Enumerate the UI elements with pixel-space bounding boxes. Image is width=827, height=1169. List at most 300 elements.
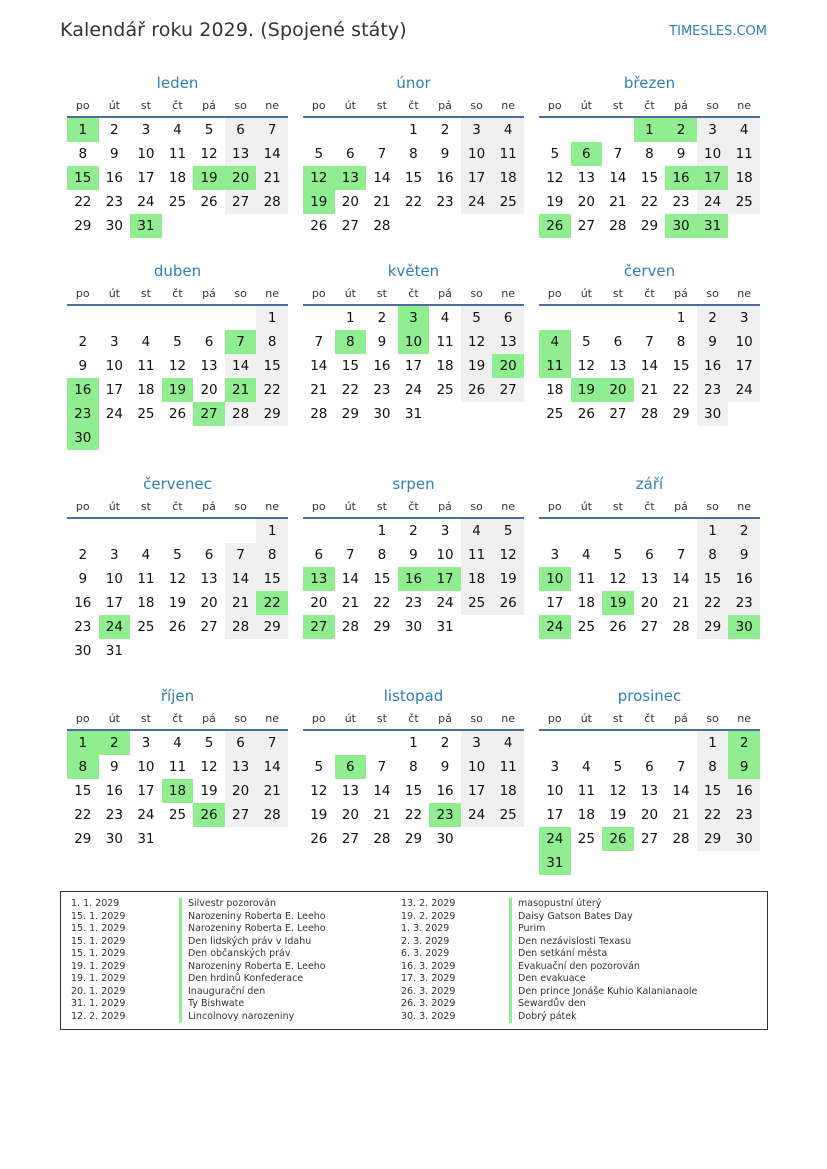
day-cell: 2 (78, 547, 88, 563)
weekday-label: ne (265, 500, 280, 513)
day-cell: 9 (409, 547, 418, 563)
day-cell: 6 (225, 118, 257, 142)
day-cell: 17 (461, 779, 493, 803)
weekday-label: út (108, 99, 120, 112)
day-cell: 9 (676, 146, 686, 162)
day-cell: 16 (373, 358, 391, 374)
day-cell: 24 (461, 803, 493, 827)
day-cell: 28 (373, 218, 391, 234)
day-cell: 3 (728, 306, 760, 330)
day-cell: 28 (256, 190, 288, 214)
day-cell: 2 (697, 306, 729, 330)
weekday-label: po (547, 712, 562, 725)
day-cell: 21 (672, 595, 690, 611)
day-cell: 27 (200, 619, 218, 635)
day-cell: 28 (225, 615, 257, 639)
weekday-label: ne (737, 287, 752, 300)
holiday-day-cell: 8 (67, 755, 99, 779)
empty-cell (99, 519, 131, 543)
empty-cell (303, 731, 335, 755)
site-link[interactable]: TIMESLES.COM (669, 24, 767, 39)
holiday-day-cell: 21 (225, 378, 257, 402)
day-cell: 18 (492, 779, 524, 803)
day-cell: 12 (609, 571, 627, 587)
empty-cell (366, 731, 398, 755)
day-cell: 13 (200, 358, 218, 374)
month-block (303, 72, 524, 238)
empty-cell (602, 519, 634, 543)
day-cell: 18 (461, 567, 493, 591)
weekday-label: st (612, 500, 623, 513)
day-cell: 1 (697, 731, 729, 755)
empty-cell (225, 306, 257, 330)
weekday-label: ne (501, 287, 516, 300)
day-cell: 8 (409, 759, 418, 775)
day-cell: 9 (110, 759, 119, 775)
day-cell: 24 (461, 190, 493, 214)
month-name: leden (156, 74, 199, 92)
holiday-day-cell: 6 (571, 142, 603, 166)
day-cell: 13 (640, 571, 659, 587)
day-cell: 7 (377, 759, 387, 775)
legend-row (391, 923, 697, 936)
day-cell: 6 (204, 334, 214, 350)
holiday-day-cell: 27 (193, 402, 225, 426)
day-cell: 27 (341, 831, 359, 847)
month-block (67, 260, 288, 450)
month-name: červen (623, 262, 676, 280)
weekday-label: út (344, 287, 356, 300)
day-cell: 29 (74, 831, 92, 847)
day-cell: 13 (609, 358, 627, 374)
day-grid (303, 118, 524, 238)
day-cell: 25 (577, 831, 595, 847)
day-cell: 4 (728, 118, 760, 142)
day-cell: 2 (409, 523, 418, 539)
empty-cell (335, 519, 367, 543)
day-cell: 9 (110, 146, 119, 162)
month-name: květen (387, 262, 440, 280)
day-cell: 26 (168, 619, 187, 635)
legend-holiday-name: Sewardův den (509, 998, 586, 1011)
holiday-day-cell: 26 (193, 803, 225, 827)
holiday-day-cell: 24 (539, 827, 571, 851)
weekday-label: út (108, 287, 120, 300)
day-cell: 12 (546, 170, 564, 186)
empty-cell (225, 519, 257, 543)
legend-holiday-name: Ty Bishwate (179, 998, 244, 1011)
weekday-label: ne (265, 99, 280, 112)
day-cell: 11 (168, 759, 187, 775)
empty-cell (303, 118, 335, 142)
day-cell: 1 (256, 306, 288, 330)
day-cell: 16 (436, 170, 454, 186)
day-cell: 22 (404, 194, 423, 210)
day-cell: 26 (310, 218, 328, 234)
day-cell: 9 (440, 759, 450, 775)
legend-date: 19. 1. 2029 (71, 960, 126, 972)
day-cell: 23 (672, 194, 690, 210)
day-cell: 24 (105, 406, 123, 422)
day-cell: 1 (409, 735, 418, 751)
holiday-day-cell: 13 (335, 166, 367, 190)
weekday-label: út (580, 712, 592, 725)
weekday-header (539, 282, 760, 306)
day-cell: 10 (137, 759, 155, 775)
holiday-day-cell: 16 (398, 567, 430, 591)
day-cell: 17 (728, 354, 760, 378)
day-cell: 12 (577, 358, 595, 374)
day-cell: 24 (728, 378, 760, 402)
month-name: únor (396, 74, 431, 92)
weekday-label: st (376, 712, 387, 725)
holiday-day-cell: 1 (67, 118, 99, 142)
day-cell: 24 (137, 807, 155, 823)
day-cell: 17 (105, 382, 123, 398)
day-cell: 6 (645, 547, 654, 563)
day-cell: 3 (550, 759, 560, 775)
weekday-label: ne (501, 712, 516, 725)
day-cell: 15 (256, 354, 288, 378)
holiday-day-cell: 30 (67, 426, 99, 450)
day-cell: 7 (613, 146, 623, 162)
holiday-day-cell: 19 (571, 378, 603, 402)
holiday-day-cell: 15 (67, 166, 99, 190)
day-cell: 4 (582, 547, 591, 563)
day-grid (539, 306, 760, 426)
legend-date: 15. 1. 2029 (71, 910, 126, 922)
legend-date: 1. 1. 2029 (71, 898, 120, 909)
day-cell: 21 (373, 807, 391, 823)
holiday-day-cell: 9 (728, 755, 760, 779)
day-cell: 6 (225, 731, 257, 755)
day-cell: 29 (672, 406, 690, 422)
day-cell: 23 (436, 194, 454, 210)
day-cell: 14 (310, 358, 328, 374)
holiday-day-cell: 17 (697, 166, 729, 190)
day-cell: 11 (436, 334, 454, 350)
day-cell: 5 (204, 735, 214, 751)
legend-date: 17. 3. 2029 (401, 973, 456, 984)
holiday-day-cell: 12 (303, 166, 335, 190)
day-cell: 20 (200, 382, 218, 398)
day-cell: 31 (436, 619, 454, 635)
holiday-day-cell: 23 (429, 803, 461, 827)
empty-cell (602, 731, 634, 755)
day-cell: 16 (105, 783, 123, 799)
day-cell: 7 (256, 118, 288, 142)
weekday-label: pá (674, 99, 688, 112)
day-cell: 5 (492, 519, 524, 543)
holiday-day-cell: 31 (130, 214, 162, 238)
day-cell: 7 (676, 759, 686, 775)
day-cell: 3 (461, 118, 493, 142)
day-grid (67, 731, 288, 851)
month-name: duben (153, 262, 202, 280)
legend-row (61, 998, 326, 1011)
legend-holiday-name: Inaugurační den (179, 986, 265, 999)
day-cell: 7 (676, 547, 686, 563)
day-cell: 18 (168, 170, 187, 186)
weekday-label: so (470, 712, 483, 725)
day-cell: 8 (256, 543, 288, 567)
day-cell: 13 (200, 571, 218, 587)
day-cell: 28 (225, 402, 257, 426)
day-cell: 27 (492, 378, 524, 402)
day-cell: 3 (110, 334, 119, 350)
day-cell: 8 (697, 543, 729, 567)
day-cell: 20 (341, 194, 359, 210)
weekday-label: ne (737, 500, 752, 513)
holiday-day-cell: 31 (539, 851, 571, 875)
holiday-day-cell: 24 (99, 615, 131, 639)
legend-date: 31. 1. 2029 (71, 998, 126, 1009)
day-cell: 21 (640, 382, 659, 398)
day-cell: 18 (577, 595, 595, 611)
weekday-label: st (612, 287, 623, 300)
day-cell: 10 (697, 142, 729, 166)
day-cell: 21 (310, 382, 328, 398)
holiday-day-cell: 6 (335, 755, 367, 779)
holiday-day-cell: 26 (539, 214, 571, 238)
day-cell: 20 (225, 779, 257, 803)
month-block (67, 72, 288, 238)
weekday-label: ne (501, 500, 516, 513)
day-cell: 3 (141, 735, 151, 751)
empty-cell (539, 306, 571, 330)
legend-holiday-name: Den hrdinů Konfederace (179, 973, 303, 986)
legend-date: 6. 3. 2029 (401, 948, 450, 959)
weekday-label: čt (172, 287, 183, 300)
day-cell: 29 (640, 218, 659, 234)
legend-date: 1. 3. 2029 (401, 923, 450, 934)
day-cell: 2 (78, 334, 88, 350)
holiday-day-cell: 16 (67, 378, 99, 402)
day-cell: 23 (373, 382, 391, 398)
day-cell: 29 (256, 402, 288, 426)
weekday-label: po (311, 712, 326, 725)
day-grid (303, 731, 524, 851)
holiday-day-cell: 22 (256, 591, 288, 615)
day-cell: 30 (404, 619, 423, 635)
day-cell: 4 (141, 547, 151, 563)
empty-cell (335, 118, 367, 142)
legend-holiday-name: Narozeniny Roberta E. Leeho (179, 923, 326, 936)
day-cell: 20 (577, 194, 595, 210)
day-cell: 24 (697, 190, 729, 214)
day-cell: 18 (137, 382, 155, 398)
weekday-label: so (234, 99, 247, 112)
day-cell: 30 (728, 827, 760, 851)
day-cell: 7 (256, 731, 288, 755)
day-cell: 23 (74, 619, 92, 635)
day-cell: 3 (141, 122, 151, 138)
weekday-label: so (234, 287, 247, 300)
weekday-label: pá (674, 500, 688, 513)
day-cell: 11 (577, 571, 595, 587)
day-cell: 5 (173, 547, 182, 563)
day-cell: 17 (461, 166, 493, 190)
day-cell: 10 (728, 330, 760, 354)
holiday-day-cell: 19 (193, 166, 225, 190)
weekday-label: čt (644, 500, 655, 513)
day-cell: 15 (74, 783, 92, 799)
day-cell: 29 (256, 615, 288, 639)
day-cell: 22 (373, 595, 391, 611)
empty-cell (99, 306, 131, 330)
weekday-header (67, 495, 288, 519)
day-cell: 28 (256, 803, 288, 827)
day-cell: 18 (546, 382, 564, 398)
weekday-header (67, 94, 288, 118)
day-cell: 21 (373, 194, 391, 210)
legend-holiday-name: Den nezávislosti Texasu (509, 936, 631, 949)
day-cell: 20 (200, 595, 218, 611)
legend-date: 26. 3. 2029 (401, 998, 456, 1009)
month-name: listopad (383, 687, 444, 705)
day-cell: 29 (373, 619, 391, 635)
day-cell: 10 (105, 571, 123, 587)
legend-row (61, 923, 326, 936)
weekday-label: st (140, 287, 151, 300)
weekday-header (303, 495, 524, 519)
legend-date: 12. 2. 2029 (71, 1010, 126, 1022)
day-cell: 26 (492, 591, 524, 615)
day-cell: 14 (341, 571, 359, 587)
day-cell: 20 (341, 807, 359, 823)
empty-cell (303, 519, 335, 543)
holiday-day-cell: 4 (539, 330, 571, 354)
day-cell: 13 (492, 330, 524, 354)
month-block (303, 685, 524, 851)
legend-holiday-name: Lincolnovy narozeniny (179, 1011, 294, 1024)
day-cell: 12 (609, 783, 627, 799)
day-cell: 2 (377, 310, 387, 326)
holiday-day-cell: 26 (602, 827, 634, 851)
day-cell: 25 (728, 190, 760, 214)
empty-cell (193, 519, 225, 543)
legend-holiday-name: Purim (509, 923, 545, 936)
month-block (539, 473, 760, 639)
weekday-label: čt (172, 99, 183, 112)
day-cell: 4 (492, 731, 524, 755)
legend-holiday-name: Den evakuace (509, 973, 586, 986)
day-cell: 28 (672, 831, 690, 847)
day-grid (67, 519, 288, 663)
legend-holiday-name: Den setkání města (509, 948, 607, 961)
legend-date: 15. 1. 2029 (71, 935, 126, 947)
weekday-label: út (108, 712, 120, 725)
day-cell: 26 (609, 619, 627, 635)
day-cell: 21 (341, 595, 359, 611)
legend-row (61, 986, 326, 999)
day-cell: 22 (341, 382, 359, 398)
day-cell: 24 (137, 194, 155, 210)
empty-cell (193, 306, 225, 330)
legend-date: 16. 3. 2029 (401, 960, 456, 972)
weekday-label: čt (408, 712, 419, 725)
day-cell: 24 (404, 382, 423, 398)
day-cell: 15 (697, 779, 729, 803)
day-cell: 14 (256, 142, 288, 166)
empty-cell (665, 519, 697, 543)
day-cell: 29 (697, 615, 729, 639)
day-cell: 4 (173, 122, 182, 138)
month-block (67, 473, 288, 663)
day-cell: 1 (256, 519, 288, 543)
weekday-label: út (108, 500, 120, 513)
month-block (303, 260, 524, 426)
weekday-label: pá (438, 287, 452, 300)
day-cell: 12 (310, 783, 328, 799)
day-cell: 5 (613, 759, 623, 775)
holiday-day-cell: 20 (602, 378, 634, 402)
day-cell: 15 (404, 783, 423, 799)
empty-cell (303, 306, 335, 330)
day-cell: 5 (173, 334, 182, 350)
day-cell: 11 (492, 755, 524, 779)
day-cell: 5 (582, 334, 591, 350)
day-cell: 6 (645, 759, 654, 775)
day-cell: 4 (582, 759, 591, 775)
weekday-label: pá (438, 712, 452, 725)
legend-row (391, 1011, 697, 1024)
holiday-day-cell: 18 (162, 779, 194, 803)
day-cell: 20 (640, 807, 659, 823)
legend-holiday-name: Den prince Jonáše Kuhio Kalanianaole (509, 986, 697, 999)
day-cell: 12 (492, 543, 524, 567)
legend-holiday-name: Silvestr pozorován (179, 898, 276, 911)
weekday-label: po (75, 99, 90, 112)
day-cell: 28 (640, 406, 659, 422)
day-cell: 21 (256, 779, 288, 803)
day-cell: 23 (728, 803, 760, 827)
day-cell: 10 (137, 146, 155, 162)
day-cell: 13 (225, 142, 257, 166)
month-name: říjen (160, 687, 195, 705)
day-cell: 7 (377, 146, 387, 162)
weekday-label: so (706, 712, 719, 725)
day-cell: 9 (440, 146, 450, 162)
day-cell: 27 (341, 218, 359, 234)
day-cell: 22 (74, 194, 92, 210)
month-block (303, 473, 524, 639)
day-cell: 22 (404, 807, 423, 823)
day-cell: 21 (672, 807, 690, 823)
day-cell: 9 (377, 334, 387, 350)
holiday-day-cell: 13 (303, 567, 335, 591)
holiday-day-cell: 27 (303, 615, 335, 639)
holiday-day-cell: 31 (697, 214, 729, 238)
weekday-label: pá (674, 712, 688, 725)
day-cell: 13 (225, 755, 257, 779)
page-title: Kalendář roku 2029. (Spojené státy) (60, 19, 407, 41)
day-cell: 16 (697, 354, 729, 378)
weekday-label: po (311, 287, 326, 300)
weekday-label: pá (202, 287, 216, 300)
weekday-label: út (580, 500, 592, 513)
day-cell: 26 (577, 406, 595, 422)
day-cell: 29 (404, 831, 423, 847)
day-cell: 4 (173, 735, 182, 751)
day-cell: 6 (204, 547, 214, 563)
empty-cell (571, 306, 603, 330)
day-cell: 29 (341, 406, 359, 422)
day-grid (67, 118, 288, 238)
day-cell: 17 (546, 807, 564, 823)
day-cell: 19 (461, 354, 493, 378)
legend-row (61, 936, 326, 949)
